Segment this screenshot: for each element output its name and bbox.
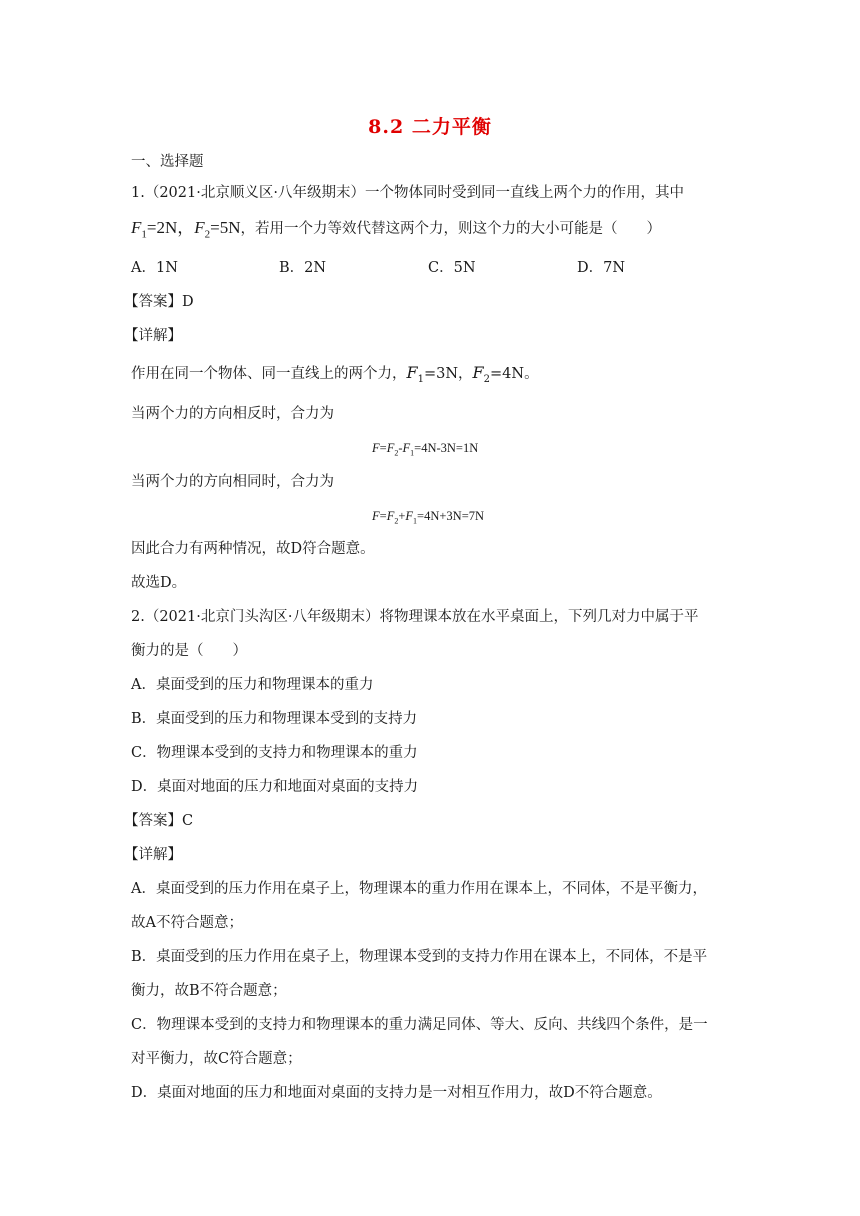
q2-detail-line: 对平衡力，故C符合题意；: [131, 1051, 302, 1067]
section-heading: 一、选择题: [131, 154, 204, 170]
q1-option-c: C．5N: [428, 260, 476, 276]
q1-f1-formula: $F_1=2N$: [131, 218, 178, 241]
q1-equation-same: $F=F_2+F_1=4N+3N=7N$: [372, 509, 485, 526]
q1-detail-line5: 故选D。: [131, 575, 187, 591]
q1-detail-line4: 因此合力有两种情况，故D符合题意。: [131, 541, 375, 557]
q1-detail-line2: 当两个力的方向相反时，合力为: [131, 406, 334, 422]
q1-option-d: D．7N: [577, 260, 626, 276]
q1-f2-formula: ，$F_2=5N$: [177, 218, 241, 241]
q1-option-a: A．1N: [131, 260, 178, 276]
q2-answer: 【答案】C: [124, 813, 194, 829]
q2-detail-line: 故A不符合题意；: [131, 915, 243, 931]
q1-stem-line2-text: ，若用一个力等效代替这两个力，则这个力的大小可能是（ ）: [240, 221, 662, 237]
q1-detail-line3: 当两个力的方向相同时，合力为: [131, 474, 334, 490]
page-title: 8.2 二力平衡: [368, 116, 492, 138]
q2-detail-line: B．桌面受到的压力作用在桌子上，物理课本受到的支持力作用在课本上，不同体，不是平: [131, 949, 708, 965]
q1-option-b: B．2N: [279, 260, 327, 276]
q1-detail-line1: 作用在同一个物体、同一直线上的两个力，$F_1=3N$，$F_2=4N$。: [131, 363, 539, 385]
q2-detail-line: A．桌面受到的压力作用在桌子上，物理课本的重力作用在课本上，不同体，不是平衡力，: [131, 881, 707, 897]
q1-stem-line1: 1.（2021·北京顺义区·八年级期末）一个物体同时受到同一直线上两个力的作用，其中: [131, 185, 684, 201]
q1-equation-opposite: $F=F_2-F_1=4N-3N=1N$: [372, 441, 479, 458]
q2-option-c: C．物理课本受到的支持力和物理课本的重力: [131, 745, 418, 761]
q1-detail-label: 【详解】: [124, 328, 182, 344]
q2-stem-line1: 2.（2021·北京门头沟区·八年级期末）将物理课本放在水平桌面上，下列几对力中属于平: [131, 609, 699, 625]
q2-option-b: B．桌面受到的压力和物理课本受到的支持力: [131, 711, 418, 727]
q2-detail-line: 衡力，故B不符合题意；: [131, 983, 287, 999]
q1-stem-line2: [131, 218, 661, 239]
q2-stem-line2: 衡力的是（ ）: [131, 643, 247, 659]
q1-answer: 【答案】D: [124, 294, 194, 310]
q2-option-d: D．桌面对地面的压力和地面对桌面的支持力: [131, 779, 419, 795]
q2-option-a: A．桌面受到的压力和物理课本的重力: [131, 677, 374, 693]
q2-detail-line: D．桌面对地面的压力和地面对桌面的支持力是一对相互作用力，故D不符合题意。: [131, 1085, 662, 1101]
q2-detail-label: 【详解】: [124, 847, 182, 863]
q2-detail-line: C．物理课本受到的支持力和物理课本的重力满足同体、等大、反向、共线四个条件，是一: [131, 1017, 708, 1033]
